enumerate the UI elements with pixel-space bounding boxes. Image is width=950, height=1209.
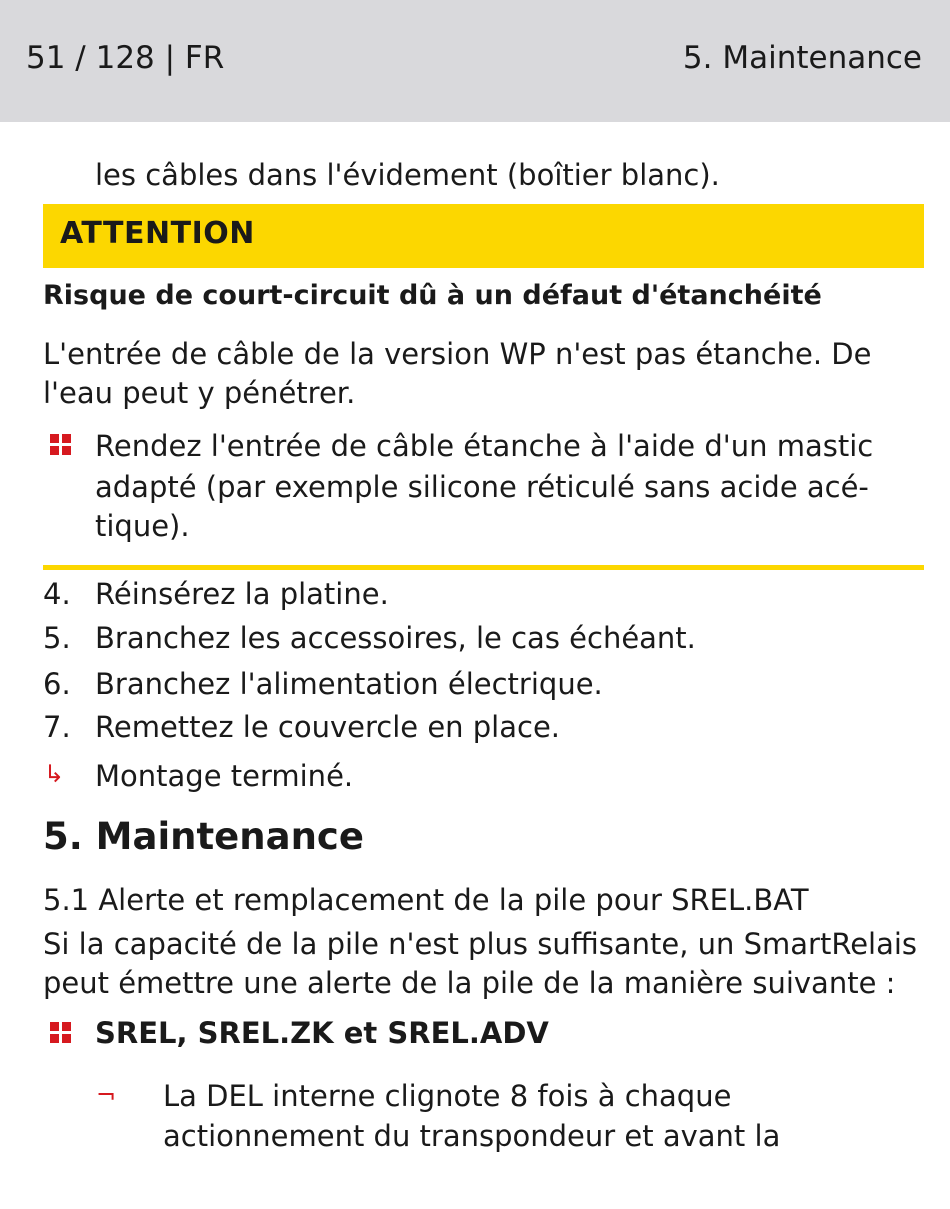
section-title: 5. Maintenance bbox=[43, 815, 364, 858]
step-number: 6. bbox=[43, 667, 71, 701]
attention-end-rule bbox=[43, 565, 924, 570]
attention-banner bbox=[43, 204, 924, 268]
attention-bullet-line-3: tique). bbox=[95, 509, 190, 543]
sub-bullet-line-2: actionnement du transpondeur et avant la bbox=[163, 1119, 781, 1153]
step-text: Réinsérez la platine. bbox=[95, 577, 389, 611]
continued-line: les câbles dans l'évidement (boîtier blanc). bbox=[95, 158, 720, 192]
sub-bullet-line-1: La DEL interne clignote 8 fois à chaque bbox=[163, 1079, 732, 1113]
attention-text-line-2: l'eau peut y pénétrer. bbox=[43, 376, 356, 410]
attention-text-line-1: L'entrée de câble de la version WP n'est pas étanche. De bbox=[43, 337, 872, 371]
step-text: Branchez l'alimentation électrique. bbox=[95, 667, 603, 701]
square-bullet-icon bbox=[50, 434, 72, 456]
step-number: 5. bbox=[43, 621, 71, 655]
section-intro-line-2: peut émettre une alerte de la pile de la manière suivante : bbox=[43, 966, 896, 1000]
page-header bbox=[0, 0, 950, 122]
result-arrow-icon: ↳ bbox=[44, 760, 65, 788]
step-number: 7. bbox=[43, 710, 71, 744]
section-intro-line-1: Si la capacité de la pile n'est plus suffisante, un SmartRelais bbox=[43, 927, 918, 961]
attention-bullet-line-1: Rendez l'entrée de câble étanche à l'aide d'un mastic bbox=[95, 429, 874, 463]
sub-bullet-icon: ¬ bbox=[96, 1081, 117, 1109]
section-subtitle: 5.1 Alerte et remplacement de la pile pour SREL.BAT bbox=[43, 883, 809, 917]
step-text: Branchez les accessoires, le cas échéant. bbox=[95, 621, 696, 655]
attention-bullet-line-2: adapté (par exemple silicone réticulé sans acide acé- bbox=[95, 470, 869, 504]
step-number: 4. bbox=[43, 577, 71, 611]
header-section-title: 5. Maintenance bbox=[682, 40, 922, 76]
page-number: 51 / 128 | FR bbox=[26, 40, 225, 76]
attention-heading: Risque de court-circuit dû à un défaut d'étanchéité bbox=[43, 280, 822, 311]
attention-label: ATTENTION bbox=[60, 216, 255, 251]
square-bullet-icon bbox=[50, 1022, 72, 1044]
step-text: Remettez le couvercle en place. bbox=[95, 710, 561, 744]
result-text: Montage terminé. bbox=[95, 759, 354, 793]
device-bullet: SREL, SREL.ZK et SREL.ADV bbox=[95, 1016, 549, 1050]
